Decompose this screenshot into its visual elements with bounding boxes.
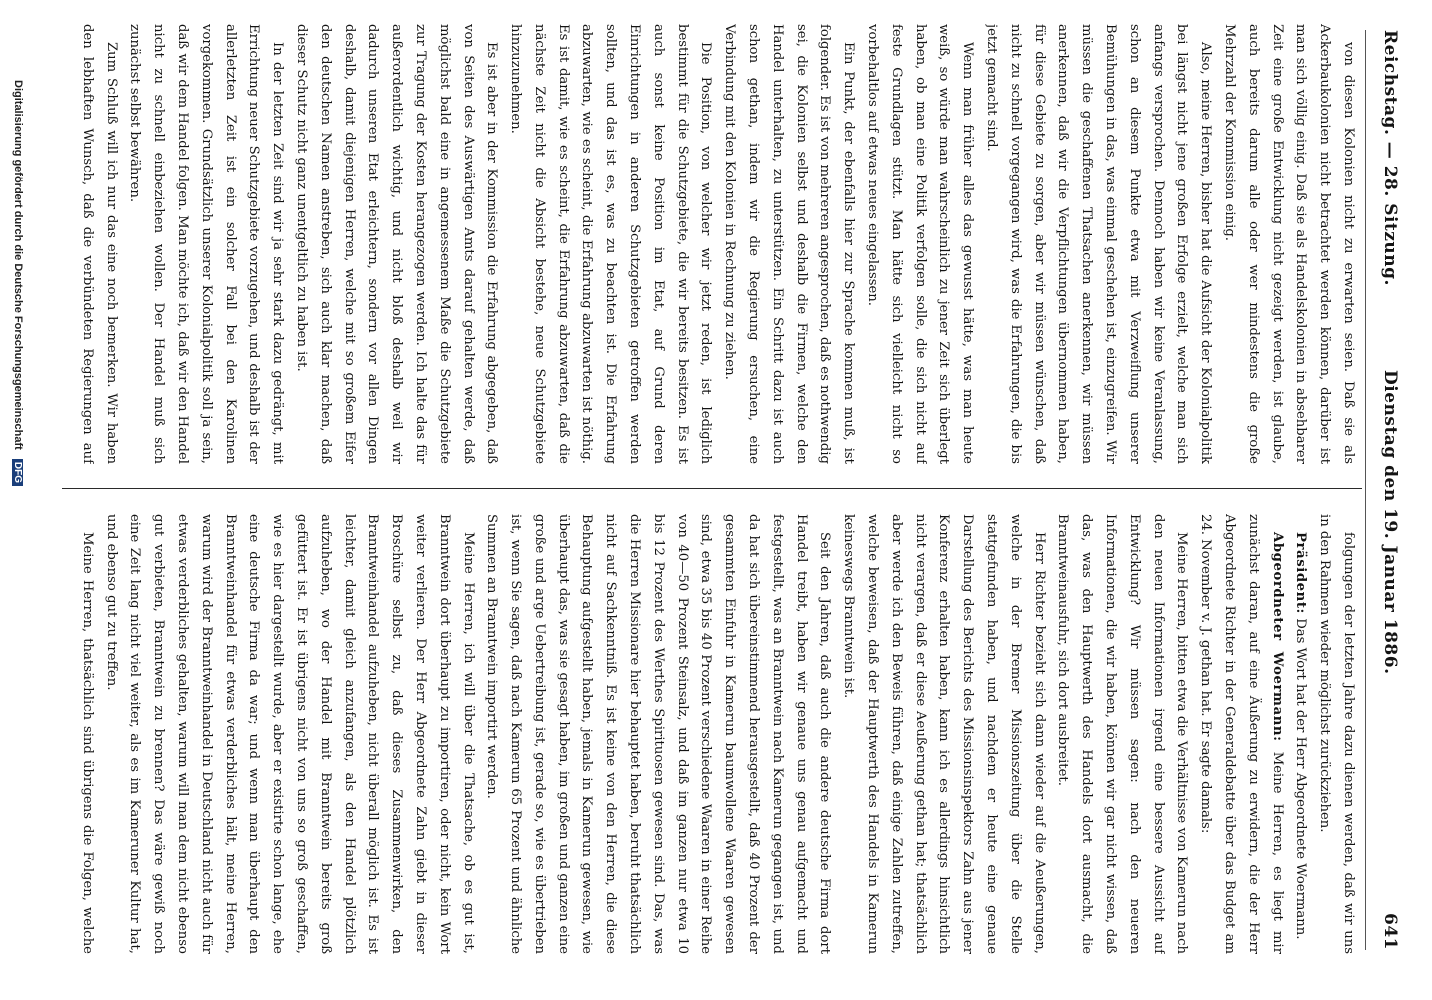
paragraph: Seit den Jahren, daß auch die andere deutsche Firma dort Handel treibt, haben wir genaue uns genau aufgemacht und festgestellt, was an Branntwein nach Kamerun gegangen ist, und da hat sich übereinstimmend herausgestellt, daß 40 Prozent der gesammten Einfuhr in Kamerun baumwollene Waaren gewesen sind, etwa 35 bis 40 Prozent verschiedene Waaren in einer Reihe von 40—50 Prozent Steinsalz, und daß im ganzen nur etwa 10 bis 12 Prozent des Werthes Spirituosen gewesen sind. Das, was die Herren Missionare hier behauptet haben, beruht thatsächlich nicht auf Sachkenntniß. Es ist keine von den Herren, die diese Behauptung aufgestellt haben, jemals in Kamerun gewesen, wie überhaupt das, was sie gesagt haben, im großen und ganzen eine große und arge Uebertreibung ist, gerade so, wie es übertrieben ist, wenn Sie sagen, daß nach Kamerun 65 Prozent und ähnliche Summen an Branntwein importirt werden.: [484, 514, 833, 954]
digitization-footer: [4, 80, 24, 980]
paragraph: [1193, 514, 1288, 954]
speech-text: Das Wort hat der Herr Abgeordnete Woermann.: [1293, 618, 1309, 940]
paragraph: Ein Punkt, der ebenfalls hier zur Sprache kommen muß, ist folgender. Es ist von mehreren angesprochen, daß es nothwendig sei, die Kolonien selbst und deshalb die Firmen, welche den Handel unterhalten, zu unterstützen. Ein Schritt dazu ist auch schon gethan, indem wir die Regierung ersuchen, eine Verbindung mit den Kolonien in Rechnung zu ziehen.: [722, 24, 857, 464]
paragraph: Herr Richter bezieht sich dann wieder auf die Aeußerungen, welche in der Bremer Missionszeitung über die Stelle stattgefunden haben, und nachdem er heute eine genaue Darstellung des Berichts des Missionsinspektors Zahn aus jener Konferenz erhalten haben, kann ich es allerdings hinsichtlich nicht verargen, daß er diese Aeußerung gethan hat; thatsächlich aber werde ich den Beweis führen, daß einige Zahlen zutreffen, welche beweisen, daß der Hauptwerth des Handels in Kamerun keineswegs Branntwein ist.: [841, 514, 1047, 954]
page-number: 641: [1380, 913, 1400, 950]
paragraph: Also, meine Herren, bisher hat die Aufsicht der Kolonialpolitik bei längst nicht jene großen Erfolge erzielt, welche man sich anfangs versprochen. Dennoch haben wir keine Veranlassung, schon an diesem Punkte etwa mit Verzweiflung unserer Bemühungen in das, was einmal geschehen ist, einzugreifen. Wir müssen die geschaffenen Thatsachen anerkennen, wir müssen anerkennen, daß wir die Verpflichtungen übernommen haben, für diese Gebiete zu sorgen, aber wir müssen wünschen, daß nicht zu schnell vorgegangen wird, was die Erfahrungen, die bis jetzt gemacht sind.: [984, 24, 1214, 464]
paragraph: [1289, 514, 1313, 954]
running-title: Reichstag. — 28. Sitzung.: [1380, 30, 1400, 286]
header-rule: [1365, 30, 1366, 950]
paragraph: Die Position, von welcher wir jetzt reden, ist lediglich bestimmt für die Schutzgebiete, die wir bereits besitzen. Es ist auch sonst keine Position im Etat, auf Grund deren Einrichtungen in anderen Schutzgebieten getroffen werden sollten, und das ist es, was zu beachten ist. Die Erfahrung abzuwarten, wie es scheint, die Erfahrung abzuwarten ist nöthig. Es ist damit, wie es scheint, die Erfahrung abzuwarten, daß die nächste Zeit nicht die Absicht bestehe, neue Schutzgebiete hinzuzunehmen.: [508, 24, 714, 464]
speech-text: Meine Herren, es liegt mir zunächst daran, auf eine Äußerung zu erwidern, die der Herr Abgeordnete Richter in der Generaldebatte über das Budget am 24. November v. J. gethan hat. Er sagte damals:: [1198, 514, 1285, 954]
paragraph: Zum Schluß will ich nur das eine noch bemerken. Wir haben den lebhaften Wunsch, daß die verbündeten Regierungen auf: [79, 24, 119, 464]
funding-note: Digitalisierung gefördert durch die Deutsche Forschungsgemeinschaft: [12, 80, 24, 450]
page-header: [1372, 30, 1400, 950]
paragraph: Meine Herren, ich will über die Thatsache, ob es gut ist, Branntwein dort überhaupt zu importiren, oder nicht, kein Wort weiter verlieren. Der Herr Abgeordnete Zahn giebt in dieser Broschüre selbst zu, daß dieses Zusammenwirken, den Branntweinhandel aufzuheben, nicht überall möglich ist. Es ist leichter, damit gleich anzufangen, als den Handel plötzlich aufzuheben, wo der Handel mit Branntwein bereits groß gefüttert ist. Er ist übrigens nicht von uns so groß geschaffen, wie es hier dargestellt wurde, aber er existirte schon lange, ehe eine deutsche Firma da war; und wenn man überhaupt den Branntweinhandel für etwas verderbliches hält, meine Herren, warum wird der Branntweinhandel in Deutschland nicht auch für etwas verderbliches gehalten, warum will man dem nicht ebenso gut verbieten, Branntwein zu brennen? Das wäre gewiß noch eine Zeit lang nicht viel weiter, als es im Kameruner Kultur hat, und ebenso gut zu treffen.: [103, 514, 476, 954]
paragraph: von diesen Kolonien nicht zu erwarten seien. Daß sie als Ackerbaukolonien nicht betrachtet werden können, darüber ist man sich völlig einig. Daß sie als Handelskolonien in absehbarer Zeit eine große Entwicklung nicht gezeigt werden, ist glaube, auch bereits darum alle oder wer mindestens die große Mehrzahl der Kommission einig.: [1222, 24, 1356, 464]
dfg-logo: DFG: [12, 459, 23, 486]
paragraph: Meine Herren, thatsächlich sind übrigens die Folgen, welche: [79, 532, 95, 954]
paragraph: Es ist aber in der Kommission die Erfahrung abgegeben, daß von Seiten des Auswärtigen Amts darauf gehalten werde, daß möglichst bald eine in angemessenem Maße die Schutzgebiete zur Tragung der Kosten herangezogen werden. Ich halte das für außerordentlich wichtig, und nicht bloß deshalb weil wir dadurch unseren Etat erleichtern, sondern vor allen Dingen deshalb, damit diejenigen Herren, welche mit so großem Eifer den deutschen Namen anstreben, sich auch klar machen, daß dieser Schutz nicht ganz unentgeltlich zu haben ist.: [293, 24, 500, 464]
column-divider: [62, 488, 1362, 489]
paragraph: Wenn man früher alles das gewusst hätte, was man heute weiß, so würde man wahrscheinlich zu jener Zeit sich überlegt haben, ob man eine Politik verfolgen solle, die sich nicht auf feste Grundlagen stützt. Man hätte sich vielleicht nicht so vorbehaltlos auf etwas neues eingelassen.: [865, 24, 976, 464]
right-column: [70, 514, 1360, 954]
speaker-name: Präsident:: [1293, 532, 1309, 615]
speaker-name: Abgeordneter Woermann:: [1269, 532, 1285, 742]
paragraph: In der letzten Zeit sind wir ja sehr stark dazu gedrängt, mit Errichtung neuer Schutzgebiete vorzugehen, und deshalb ist der allerletzten Zeit ist ein solcher Fall bei den Karolinen vorgekommen. Grundsätzlich unserer Kolonialpolitik soll ja sein, daß wir dem Handel folgen. Man möchte ich, daß wir den Handel nicht zu schnell einbeziehen wollen. Der Handel muß sich zunächst selbst bewähren.: [127, 24, 286, 464]
paragraph: folgungen der letzten Jahre dazu dienen werden, daß wir uns in den Rahmen wieder möglichst zurückziehen.: [1317, 514, 1356, 954]
paragraph: Meine Herren, bitten etwa die Verhältnisse von Kamerun nach den neuen Informationen irgend eine bessere Aussicht auf Entwicklung? Wir müssen sagen: nach den neueren Informationen, die wir haben, können wir gar nicht wissen, daß das, was den Hauptwerth des Handels dort ausmacht, die Branntweinausfuhr, sich dort ausbreitet.: [1055, 514, 1190, 954]
session-date: Dienstag den 19. Januar 1886.: [1380, 370, 1400, 675]
left-column: [70, 24, 1360, 464]
